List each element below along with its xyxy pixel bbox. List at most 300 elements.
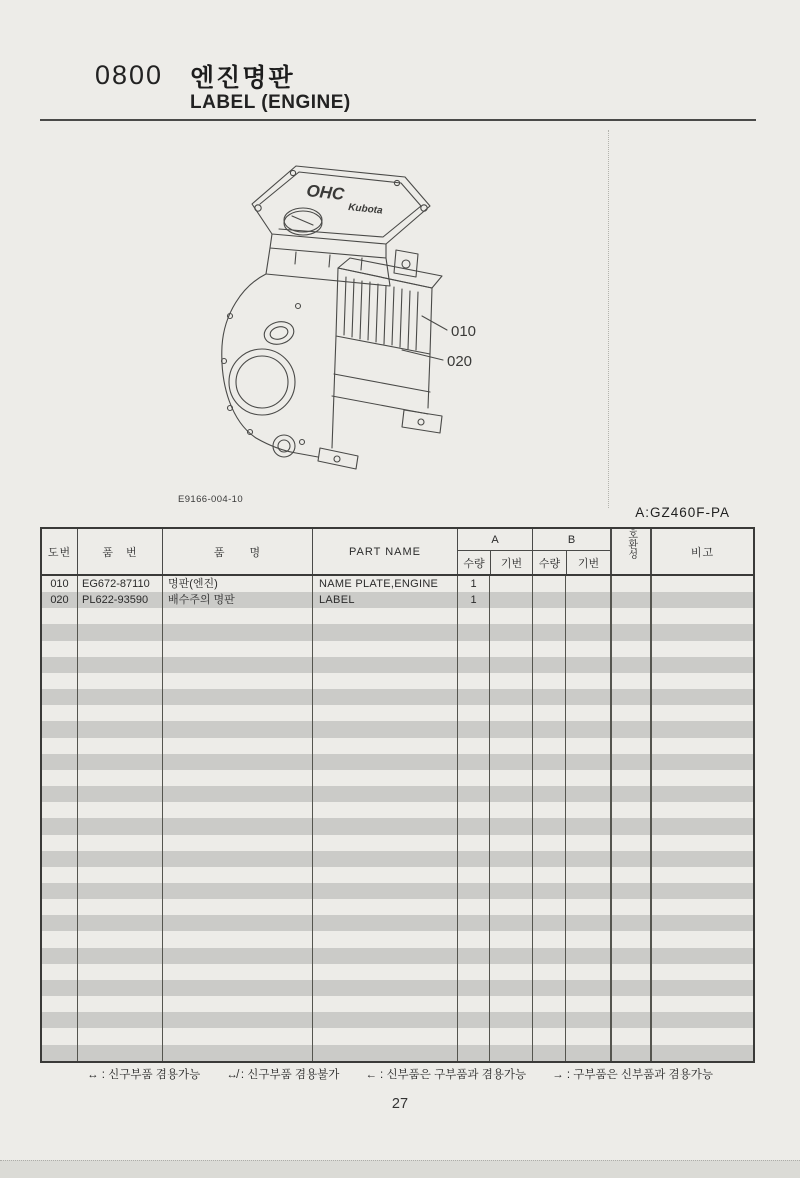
cell-serial-a [489,948,532,964]
cell-qty-b [532,754,565,770]
cell-part-name-kr [162,835,312,851]
cell-part-no [77,705,162,721]
cell-remarks [650,608,753,624]
cell-part-name-kr [162,980,312,996]
cell-serial-a [489,689,532,705]
cell-serial-a [489,851,532,867]
cell-serial-b [565,689,610,705]
cell-part-no [77,802,162,818]
cell-part-no [77,883,162,899]
cell-ref-no [42,1012,77,1028]
cell-part-no [77,624,162,640]
cell-remarks [650,657,753,673]
cell-compat [610,883,650,899]
header-group-b-label: B [533,529,610,551]
cell-part-name-en [312,705,457,721]
cell-qty-a: 1 [457,592,489,608]
cell-serial-a [489,883,532,899]
callout-010: 010 [451,323,477,340]
header-part-no: 품 번 [77,529,162,574]
cell-part-name-kr [162,673,312,689]
cell-remarks [650,818,753,834]
cell-qty-b [532,835,565,851]
header-serial-a: 기번 [490,551,532,574]
cell-ref-no [42,883,77,899]
section-number: 0800 [95,60,164,90]
cell-serial-b [565,948,610,964]
cell-part-name-kr [162,996,312,1012]
header-qty-b: 수량 [538,557,561,570]
cell-ref-no [42,754,77,770]
cell-part-name-en [312,818,457,834]
cell-serial-b [565,1012,610,1028]
table-row [42,980,753,996]
figure-code: E9166-004-10 [178,494,244,505]
cell-part-name-en [312,770,457,786]
cell-part-name-en [312,1012,457,1028]
cell-part-name-en: NAME PLATE,ENGINE [312,576,457,592]
cell-part-no [77,899,162,915]
header-qty-a: 수량 [463,557,485,570]
cell-part-name-kr [162,964,312,980]
cell-ref-no: 020 [50,594,69,607]
cell-part-no [77,754,162,770]
cell-part-name-en [312,835,457,851]
cell-remarks [650,899,753,915]
header-group-a [457,529,532,574]
cell-qty-b [532,867,565,883]
header-part-name-en: PART NAME [312,529,457,574]
cell-qty-b [532,738,565,754]
cell-part-no [77,835,162,851]
cell-qty-b [532,657,565,673]
cell-remarks [650,948,753,964]
parts-table [40,527,755,1063]
cell-part-name-kr [162,770,312,786]
cell-serial-b [565,576,610,592]
table-row [42,608,753,624]
cell-qty-b [532,705,565,721]
cell-part-no [77,673,162,689]
cell-qty-a [457,657,489,673]
cell-serial-b [565,802,610,818]
table-row [42,641,753,657]
cell-part-name-en [312,802,457,818]
cell-remarks [650,964,753,980]
cell-compat [610,818,650,834]
cell-part-name-en [312,899,457,915]
cell-serial-b [565,980,610,996]
cell-compat [610,835,650,851]
cell-compat [610,689,650,705]
callout-020: 020 [447,353,473,370]
cell-serial-b [565,996,610,1012]
cell-part-no [77,964,162,980]
parts-table-body [42,576,753,1061]
cell-compat [610,786,650,802]
legend-item: ↮ : 신구부품 겸용불가 [226,1069,340,1081]
cell-serial-a [489,576,532,592]
cell-qty-b [532,786,565,802]
header-compat [610,529,650,574]
table-row [42,689,753,705]
cell-qty-a [457,705,489,721]
cell-part-name-kr [162,786,312,802]
cell-compat [610,980,650,996]
cell-qty-b [532,592,565,608]
cell-ref-no [42,818,77,834]
cell-part-name-en [312,867,457,883]
cell-part-name-kr [162,657,312,673]
cell-qty-a [457,1028,489,1044]
cell-qty-a [457,802,489,818]
cell-part-no [77,1012,162,1028]
cell-remarks [650,883,753,899]
table-row [42,657,753,673]
cell-part-name-en [312,641,457,657]
cell-part-name-kr [162,624,312,640]
cell-qty-b [532,996,565,1012]
cell-part-name-kr [162,915,312,931]
cell-remarks [650,770,753,786]
cell-part-no [77,948,162,964]
cell-serial-b [565,835,610,851]
cell-remarks [650,1028,753,1044]
cell-part-name-kr [162,1045,312,1061]
compatibility-legend [0,1066,800,1082]
cell-qty-b [532,1045,565,1061]
cell-part-name-en [312,964,457,980]
header-group-a-label: A [458,529,532,551]
cell-part-name-en [312,738,457,754]
cell-serial-b [565,818,610,834]
engine-logo-kubota: Kubota [347,202,384,217]
cell-qty-b [532,964,565,980]
table-row [42,802,753,818]
cell-ref-no [42,770,77,786]
cell-compat [610,754,650,770]
cell-part-name-kr [162,1012,312,1028]
cell-serial-a [489,592,532,608]
cell-part-no [77,1028,162,1044]
cell-part-name-en [312,915,457,931]
cell-part-name-kr: 배수주의 명판 [162,592,312,608]
table-row [42,851,753,867]
cell-serial-b [565,867,610,883]
cell-remarks [650,592,753,608]
cell-qty-b [532,948,565,964]
cell-part-name-kr [162,948,312,964]
cell-serial-a [489,673,532,689]
cell-qty-b [532,1028,565,1044]
header-compat-label: 호환성 [625,529,637,559]
table-row [42,721,753,737]
cell-part-name-en [312,754,457,770]
table-row [42,964,753,980]
cell-part-no [77,818,162,834]
cell-serial-b [565,931,610,947]
cell-remarks [650,641,753,657]
cell-serial-a [489,770,532,786]
cell-serial-a [489,931,532,947]
cell-compat [610,964,650,980]
diagram-right-separator [608,130,609,508]
table-row [42,705,753,721]
cell-part-name-kr [162,721,312,737]
cell-remarks [650,738,753,754]
cell-qty-a [457,948,489,964]
table-row [42,818,753,834]
cell-part-no [77,1045,162,1061]
cell-serial-b [565,641,610,657]
cell-part-no [77,931,162,947]
table-row [42,915,753,931]
cell-compat [610,1045,650,1061]
cell-serial-a [489,754,532,770]
cell-serial-b [565,657,610,673]
cell-compat [610,1028,650,1044]
parts-table-header [42,529,753,576]
cell-compat [610,770,650,786]
cell-serial-a [489,657,532,673]
cell-part-name-en [312,1045,457,1061]
cell-ref-no [42,931,77,947]
legend-item: → : 구부품은 신부품과 겸용가능 [552,1069,713,1081]
cell-compat [610,802,650,818]
cell-qty-b [532,883,565,899]
cell-part-no [77,657,162,673]
table-row [42,996,753,1012]
table-row [42,576,753,592]
header-serial-b: 기번 [566,551,610,574]
cell-serial-b [565,915,610,931]
cell-qty-a: 1 [457,576,489,592]
cell-remarks [650,867,753,883]
cell-ref-no [42,624,77,640]
cell-serial-b [565,1045,610,1061]
cell-compat [610,948,650,964]
legend-item: ← : 신부품은 구부품과 겸용가능 [365,1069,527,1081]
page-title-korean: 엔진명판 [190,64,295,92]
cell-remarks [650,980,753,996]
cell-serial-b [565,851,610,867]
cell-serial-a [489,641,532,657]
cell-remarks [650,835,753,851]
cell-part-name-kr [162,867,312,883]
cell-qty-a [457,996,489,1012]
cell-ref-no [42,851,77,867]
cell-part-no [77,786,162,802]
cell-part-name-en [312,980,457,996]
cell-ref-no [42,867,77,883]
cell-ref-no [42,673,77,689]
cell-part-name-en [312,883,457,899]
cell-remarks [650,851,753,867]
cell-serial-b [565,899,610,915]
title-divider [40,119,756,121]
cell-part-name-en [312,721,457,737]
cell-part-no [77,867,162,883]
cell-qty-a [457,721,489,737]
cell-remarks [650,915,753,931]
legend-item: ↔ : 신구부품 겸용가능 [87,1069,201,1081]
engine-logo-ohc: OHC [305,181,346,204]
cell-remarks [650,705,753,721]
cell-compat [610,624,650,640]
cell-serial-b [565,738,610,754]
cell-remarks [650,689,753,705]
cell-qty-b [532,673,565,689]
cell-qty-a [457,851,489,867]
cell-ref-no [42,802,77,818]
cell-qty-a [457,689,489,705]
cell-qty-b [532,802,565,818]
cell-compat [610,738,650,754]
cell-serial-b [565,754,610,770]
cell-qty-a [457,818,489,834]
cell-qty-b [532,608,565,624]
cell-ref-no [42,980,77,996]
cell-remarks [650,1045,753,1061]
cell-serial-b [565,883,610,899]
cell-part-no [77,915,162,931]
cell-compat [610,996,650,1012]
cell-qty-a [457,980,489,996]
cell-qty-b [532,624,565,640]
cell-serial-b [565,786,610,802]
cell-part-name-en [312,673,457,689]
cell-part-name-kr [162,754,312,770]
cell-qty-b [532,980,565,996]
cell-serial-a [489,867,532,883]
cell-serial-a [489,899,532,915]
cell-serial-a [489,964,532,980]
cell-ref-no [42,608,77,624]
table-row [42,899,753,915]
cell-qty-a [457,899,489,915]
table-row [42,673,753,689]
header-part-name-kr: 품 명 [162,529,312,574]
cell-part-no: EG672-87110 [77,576,162,592]
cell-compat [610,1012,650,1028]
cell-qty-b [532,931,565,947]
cell-compat [610,867,650,883]
cell-ref-no: 010 [50,578,69,590]
cell-compat [610,657,650,673]
cell-part-name-en [312,931,457,947]
cell-qty-a [457,1012,489,1028]
cell-remarks [650,673,753,689]
cell-remarks [650,802,753,818]
table-row [42,754,753,770]
cell-qty-a [457,641,489,657]
cell-part-name-kr [162,883,312,899]
cell-part-name-en [312,624,457,640]
cell-part-name-kr [162,641,312,657]
table-row [42,931,753,947]
cell-qty-a [457,931,489,947]
cell-qty-a [457,673,489,689]
cell-serial-a [489,915,532,931]
cell-qty-b [532,899,565,915]
cell-serial-a [489,705,532,721]
cell-part-name-en: LABEL [312,592,457,608]
cell-qty-a [457,608,489,624]
cell-part-name-kr [162,931,312,947]
model-code: A:GZ460F-PA [635,505,730,520]
header-remarks: 비고 [650,529,753,574]
cell-serial-a [489,786,532,802]
cell-serial-a [489,980,532,996]
cell-part-name-en [312,1028,457,1044]
cell-part-name-en [312,657,457,673]
cell-part-name-en [312,996,457,1012]
cell-ref-no [42,641,77,657]
header-ref-no: 도번 [47,546,72,559]
cell-serial-b [565,721,610,737]
cell-serial-a [489,996,532,1012]
cell-part-name-kr [162,818,312,834]
cell-ref-no [42,1045,77,1061]
cell-ref-no [42,899,77,915]
cell-qty-a [457,624,489,640]
cell-ref-no [42,964,77,980]
table-row [42,624,753,640]
cell-serial-a [489,608,532,624]
cell-qty-b [532,915,565,931]
cell-ref-no [42,786,77,802]
table-row [42,770,753,786]
cell-serial-a [489,1045,532,1061]
cell-compat [610,576,650,592]
cell-qty-b [532,641,565,657]
cell-part-no [77,770,162,786]
cell-part-no: PL622-93590 [77,592,162,608]
cell-qty-b [532,1012,565,1028]
cell-part-name-en [312,608,457,624]
cell-remarks [650,576,753,592]
cell-part-no [77,738,162,754]
cell-qty-b [532,818,565,834]
cell-qty-a [457,964,489,980]
cell-ref-no [42,689,77,705]
cell-remarks [650,1012,753,1028]
header-group-b [532,529,610,574]
cell-qty-a [457,770,489,786]
cell-qty-a [457,754,489,770]
cell-part-no [77,980,162,996]
cell-qty-b [532,721,565,737]
cell-ref-no [42,996,77,1012]
cell-qty-a [457,915,489,931]
cell-ref-no [42,721,77,737]
cell-serial-b [565,705,610,721]
cell-part-name-kr [162,738,312,754]
cell-serial-a [489,1028,532,1044]
cell-part-name-kr [162,851,312,867]
cell-serial-a [489,802,532,818]
cell-part-name-en [312,851,457,867]
cell-part-no [77,721,162,737]
cell-compat [610,705,650,721]
cell-serial-b [565,673,610,689]
cell-serial-a [489,1012,532,1028]
cell-qty-a [457,867,489,883]
cell-remarks [650,786,753,802]
cell-ref-no [42,835,77,851]
table-row [42,835,753,851]
cell-serial-b [565,770,610,786]
